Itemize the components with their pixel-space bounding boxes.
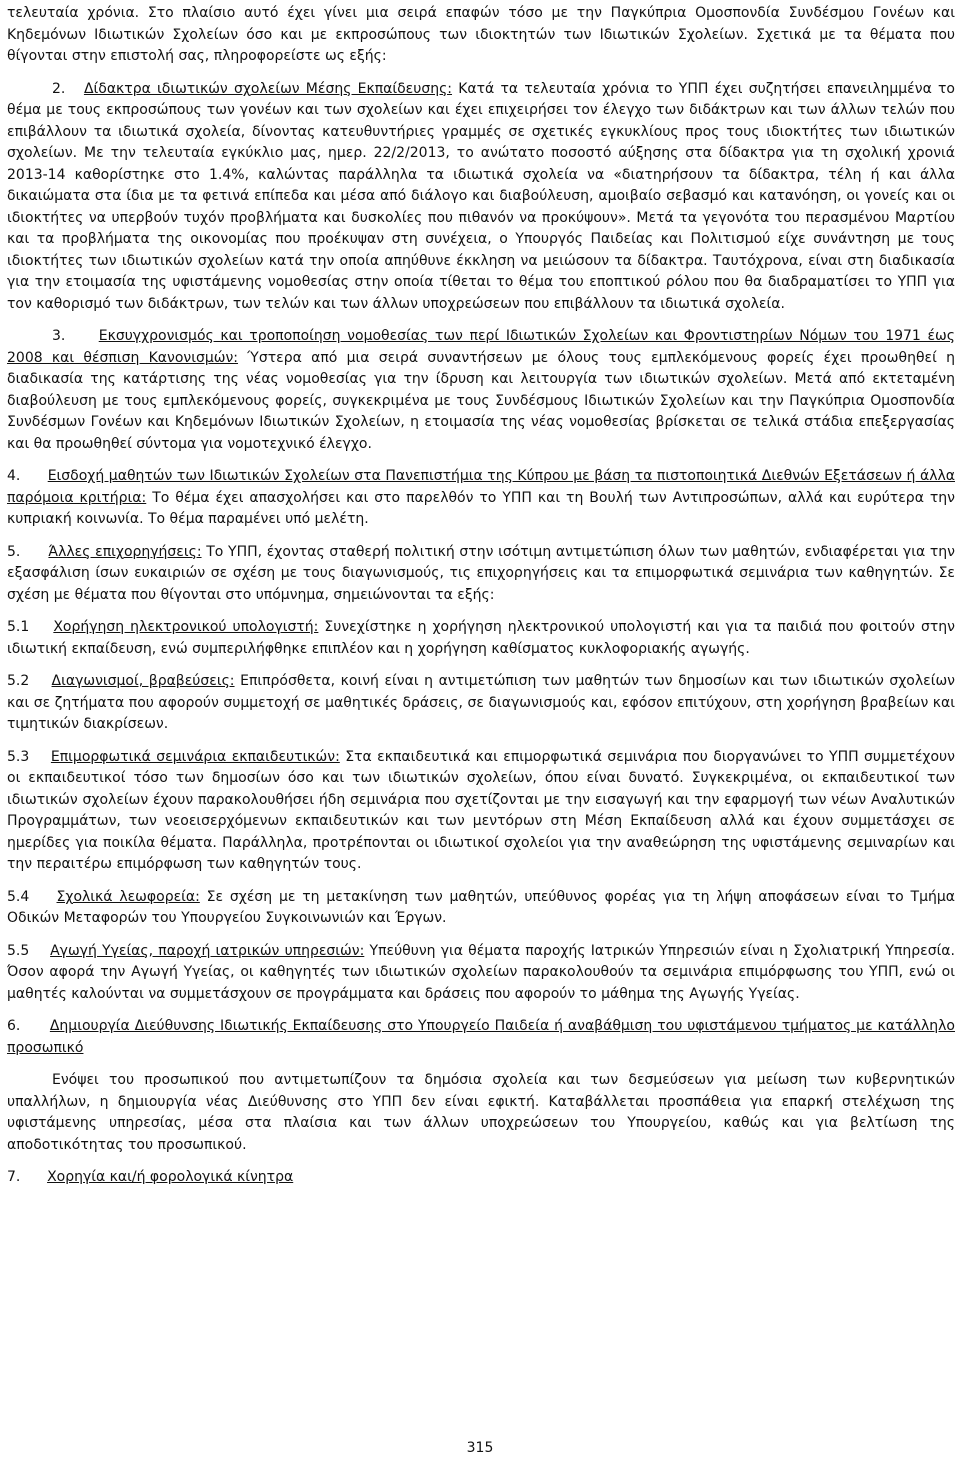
section-5-2: [7, 671, 955, 736]
section-body: Ύστερα από μια σειρά συναντήσεων με όλους τους εμπλεκόμενους φορείς έχει προωθηθεί η διαδικασία της κατάρτισης της νέας νομοθεσίας για την ίδρυση και λειτουργία των ιδιωτικών σχολείων. Μετά από εκτεταμένη διαβούλευση με τους εμπλεκόμενους φορείς, συγκεκριμένα με τους Συνδέσμους Ιδιωτικών Σχολείων και την Παγκύπρια Ομοσπονδία Συνδέσμων Γονέων και Κηδεμόνων Ιδιωτικών Σχολείων, η ετοιμασία της νέας νομοθεσίας βρίσκεται σε τελικά στάδια επεξεργασίας και θα προωθηθεί σύντομα για νομοτεχνικό έλεγχο.: [7, 349, 955, 452]
section-heading: Χορηγία και/ή φορολογικά κίνητρα: [47, 1169, 294, 1185]
intro-paragraph: τελευταία χρόνια. Στο πλαίσιο αυτό έχει γίνει μια σειρά επαφών τόσο με την Παγκύπρια Ομοσπονδία Συνδέσμου Γονέων και Κηδεμόνων Ιδιωτικών Σχολείων όσο και με εκπροσώπους των ιδιοκτητών των Ιδιωτικών Σχολείων. Σχετικά με τα θέματα που θίγονται στην επιστολή σας, πληροφορείστε ως εξής:: [7, 5, 955, 64]
section-heading: Διαγωνισμοί, βραβεύσεις:: [51, 673, 235, 689]
section-heading: Εκσυγχρονισμός και τροποποίηση νομοθεσίας των περί Ιδιωτικών Σχολείων και Φροντιστηρίων Νόμων του 1971 έως 2008 και θέσπιση Κανονισμών:: [7, 328, 955, 366]
section-5-3: [7, 747, 955, 876]
section-body: Το θέμα έχει απασχολήσει και στο παρελθόν το ΥΠΠ και τη Βουλή των Αντιπροσώπων, αλλά και ευρύτερα την κυπριακή κοινωνία. Το θέμα παραμένει υπό μελέτη.: [7, 489, 955, 527]
section-number: 5.1: [7, 619, 30, 635]
section-body: Επιπρόσθετα, κοινή είναι η αντιμετώπιση των μαθητών των δημοσίων και των ιδιωτικών σχολείων και σε ζητήματα που αφορούν συμμετοχή σε μαθητικές δράσεις, σε διαγωνισμούς και, εφόσον επιτύχουν, στη χορήγηση βραβείων και τιμητικών διακρίσεων.: [7, 673, 955, 732]
section-body: Συνεχίστηκε η χορήγηση ηλεκτρονικού υπολογιστή και για τα παιδιά που φοιτούν στην ιδιωτική εκπαίδευση, ενώ συμπεριλήφθηκε επιπλέον και η χορήγηση καθίσματος κυκλοφοριακής αγωγής.: [7, 619, 955, 657]
section-number: 5.3: [7, 748, 30, 765]
section-number: 2.: [52, 80, 66, 97]
section-number: 7.: [7, 1169, 21, 1185]
section-4: [7, 466, 955, 531]
section-heading: Εισδοχή μαθητών των Ιδιωτικών Σχολείων στα Πανεπιστήμια της Κύπρου με βάση τα πιστοποιητικά Διεθνών Εξετάσεων ή άλλα παρόμοια κριτήρια:: [7, 468, 955, 506]
section-number: 6.: [7, 1018, 21, 1034]
section-number: 5.5: [7, 942, 30, 959]
section-heading: Επιμορφωτικά σεμινάρια εκπαιδευτικών:: [50, 748, 340, 765]
section-6-body: Ενόψει του προσωπικού που αντιμετωπίζουν τα δημόσια σχολεία και των δεσμεύσεων για μείωση των κυβερνητικών υπαλλήλων, η δημιουργία νέας Διεύθυνσης στο ΥΠΠ δεν είναι εφικτή. Καταβάλλεται προσπάθεια για επαρκή στελέχωση της υφιστάμενης υπηρεσίας, μέσα στα πλαίσια και των άλλων υποχρεώσεων του Υπουργείου, καθώς και για βελτίωση της αποδοτικότητας του προσωπικού.: [7, 1072, 955, 1153]
section-body: Υπεύθυνη για θέματα παροχής Ιατρικών Υπηρεσιών είναι η Σχολιατρική Υπηρεσία. Όσον αφορά την Αγωγή Υγείας, οι καθηγητές των ιδιωτικών σχολείων παρακολουθούν τα σεμινάρια επιμόρφωσης του ΥΠΠ, ενώ οι μαθητές καλούνται να συμμετάσχουν σε προγράμματα και δράσεις που αφορούν το μάθημα της Αγωγής Υγείας.: [7, 942, 955, 1002]
section-heading: Δίδακτρα ιδιωτικών σχολείων Μέσης Εκπαίδευσης:: [83, 80, 453, 97]
section-heading: Σχολικά λεωφορεία:: [56, 888, 200, 905]
section-2: [7, 79, 955, 316]
section-5-1: [7, 617, 955, 660]
section-heading: Δημιουργία Διεύθυνσης Ιδιωτικής Εκπαίδευσης στο Υπουργείο Παιδεία ή αναβάθμιση του υφιστάμενου τμήματος με κατάλληλο προσωπικό: [7, 1018, 955, 1056]
section-heading: Χορήγηση ηλεκτρονικού υπολογιστή:: [53, 619, 319, 635]
section-body: Στα εκπαιδευτικά και επιμορφωτικά σεμινάρια που διοργανώνει το ΥΠΠ συμμετέχουν οι εκπαιδευτικοί τόσο των δημοσίων όσο και των ιδιωτικών σχολείων, όπου είναι δυνατό. Συγκεκριμένα, οι εκπαιδευτικοί των ιδιωτικών σχολείων έχουν παρακολουθήσει ήδη σεμινάρια που σχετίζονται με την εισαγωγή και την εφαρμογή των νέων Αναλυτικών Προγραμμάτων, των νεοεισερχόμενων εκπαιδευτικών και των μεντόρων στη Μέση Εκπαίδευση αλλά και έχουν συμμετάσχει σε ημερίδες για ποικίλα θέματα. Παράλληλα, προτρέπονται οι ιδιωτικοί σχολείοι για την αναθεώρηση της υφιστάμενης σεμιναρίων και την περαιτέρω επιμόρφωση των καθηγητών τους.: [7, 748, 955, 872]
section-body: Κατά τα τελευταία χρόνια το ΥΠΠ έχει συζητήσει επανειλημμένα το θέμα με τους εκπροσώπους των γονέων και των σχολείων και έχει επιχειρήσει τον έλεγχο των διδάκτρων και των άλλων τελών που επιβάλλουν τα ιδιωτικά σχολεία, δίνοντας κατευθυντήριες γραμμές σε σχετικές εγκυκλίους προς τους ιδιοκτήτες των ιδιωτικών σχολείων. Με την τελευταία εγκύκλιο μας, ημερ. 22/2/2013, το ανώτατο ποσοστό αύξησης στα δίδακτρα για τη σχολική χρονιά 2013-14 καθορίστηκε στο 1.4%, καλώντας παράλληλα τα ιδιωτικά σχολεία να «διατηρήσουν τα δίδακτρα, τέλη ή και άλλα δικαιώματα στα ίδια με τα φετινά επίπεδα και μέσα από διάλογο και διαβούλευση, αμοιβαίο σεβασμό και κατανόηση, οι γονείς και οι ιδιοκτήτες να υπερβούν τυχόν προβλήματα και δυσκολίες που πιθανόν να προκύψουν». Μετά τα γεγονότα του περασμένου Μαρτίου και τα προβλήματα της οικονομίας που προέκυψαν στη συνέχεια, ο Υπουργός Παιδείας και Πολιτισμού είχε συνάντηση με τους ιδιοκτήτες των ιδιωτικών σχολείων κατά την οποία απηύθυνε έκκληση να μειώσουν τα δίδακτρα. Ταυτόχρονα, είναι στη διαδικασία για την ετοιμασία της υφιστάμενης νομοθεσίας στην οποία τίθεται το θέμα του εποπτικού ρόλου που θα διαδραματίσει το ΥΠΠ για τον καθορισμό των διδάκτρων, των τελών και των άλλων υποχρεώσεων που επιβάλλουν τα ιδιωτικά σχολεία.: [7, 80, 955, 312]
section-3: [7, 326, 955, 455]
section-5-4: [7, 887, 955, 930]
section-heading: Αγωγή Υγείας, παροχή ιατρικών υπηρεσιών:: [50, 942, 365, 959]
section-body: Σε σχέση με τη μετακίνηση των μαθητών, υπεύθυνος φορέας για τη λήψη αποφάσεων είναι το Τμήμα Οδικών Μεταφορών του Υπουργείου Συγκοινωνιών και Έργων.: [7, 888, 955, 926]
section-number: 5.2: [7, 673, 30, 689]
section-heading: Άλλες επιχορηγήσεις:: [48, 543, 202, 560]
section-7: [7, 1167, 955, 1189]
section-number: 5.4: [7, 888, 30, 905]
section-number: 4.: [7, 468, 21, 484]
section-5-5: [7, 941, 955, 1006]
section-6: [7, 1016, 955, 1059]
section-number: 5.: [7, 543, 21, 560]
section-5: [7, 542, 955, 607]
section-body: Το ΥΠΠ, έχοντας σταθερή πολιτική στην ισότιμη αντιμετώπιση όλων των μαθητών, ενδιαφέρεται για την εξασφάλιση ίσων ευκαιριών σε σχέση με τους διαγωνισμούς, τις επιχορηγήσεις και τα επιμορφωτικά σεμινάρια των καθηγητών. Σε σχέση με θέματα που θίγονται στο υπόμνημα, σημειώνονται τα εξής:: [7, 543, 955, 603]
section-number: 3.: [52, 328, 66, 344]
page-number: 315: [466, 1440, 494, 1456]
document-page: [7, 3, 955, 1189]
